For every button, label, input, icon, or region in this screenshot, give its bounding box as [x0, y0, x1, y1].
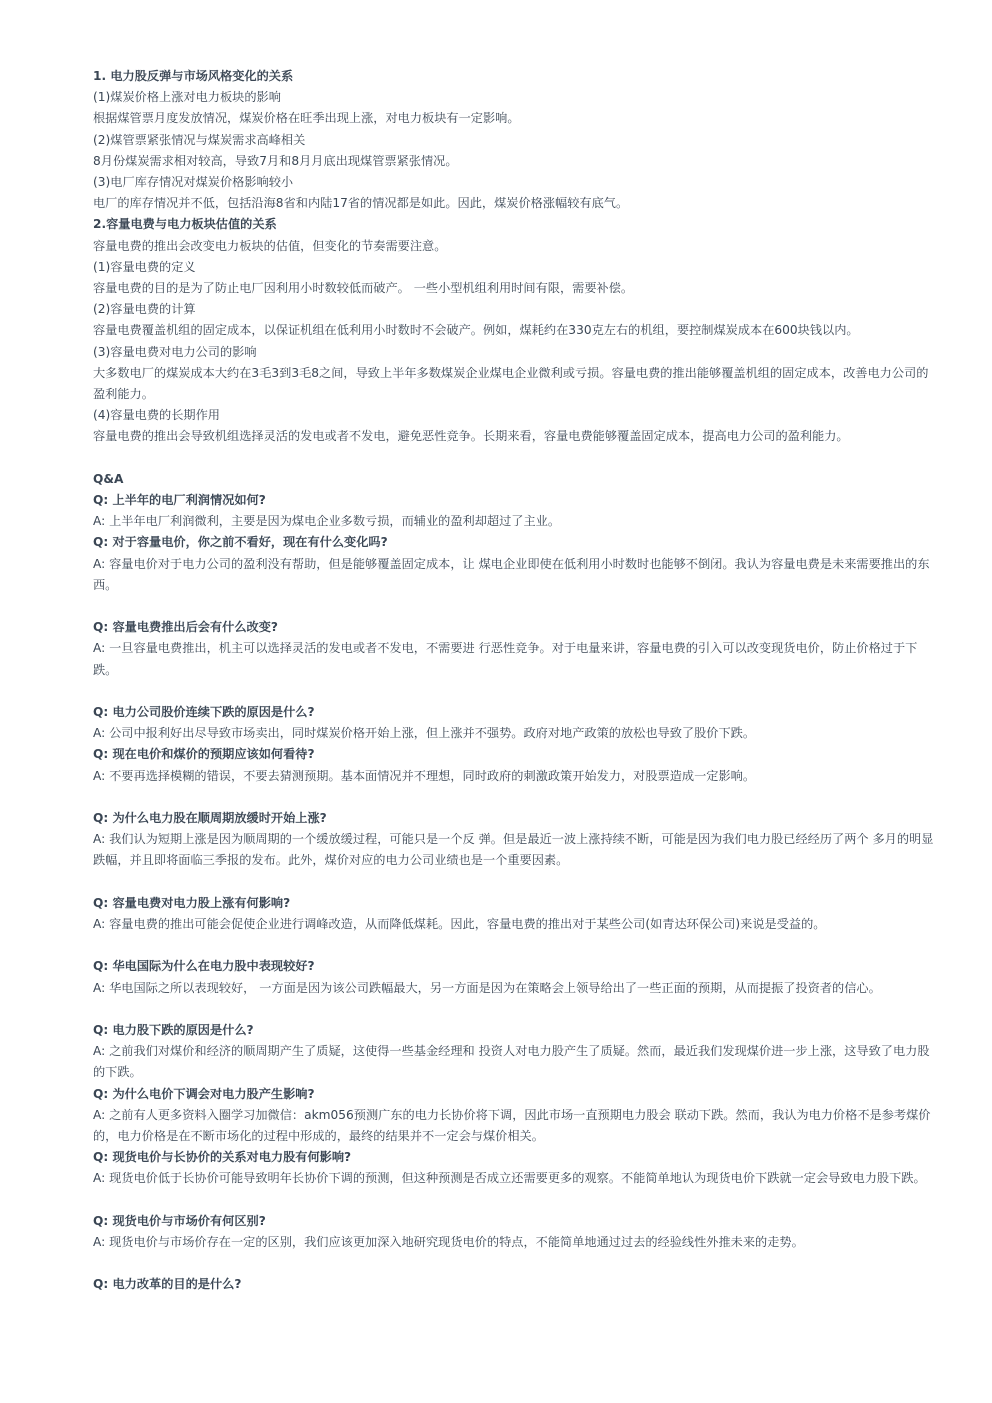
qa-item: [93, 893, 938, 957]
section-1-subheading: (2)煤管票紧张情况与煤炭需求高峰相关: [93, 132, 306, 147]
qa-item: [93, 956, 938, 1020]
qa-item: [93, 808, 938, 893]
qa-answer: A: 公司中报利好出尽导致市场卖出，同时煤炭价格开始上涨，但上涨并不强势。政府对地产政策的放松也导致了股价下跌。: [93, 726, 756, 741]
section-2-title: 2.容量电费与电力板块估值的关系: [93, 217, 277, 232]
qa-answer: A: 之前我们对煤价和经济的顺周期产生了质疑，这使得一些基金经理和 投资人对电力股产生了质疑。然而，最近我们发现煤价进一步上涨，这导致了电力股的下跌。: [93, 1044, 930, 1080]
qa-question: Q: 容量电费推出后会有什么改变?: [93, 620, 278, 635]
section-2-subheading: (4)容量电费的长期作用: [93, 408, 220, 423]
spacer: [93, 935, 938, 956]
qa-answer: A: 华电国际之所以表现较好， 一方面是因为该公司跌幅最大，另一方面是因为在策略会上领导给出了一些正面的预期，从而提振了投资者的信心。: [93, 980, 881, 995]
section-2-paragraph: 容量电费覆盖机组的固定成本，以保证机组在低利用小时数时不会破产。例如，煤耗约在330克左右的机组，要控制煤炭成本在600块钱以内。: [93, 323, 859, 338]
qa-item: [93, 1020, 938, 1084]
section-2-subheading: (1)容量电费的定义: [93, 259, 196, 274]
qa-question: Q: 容量电费对电力股上涨有何影响?: [93, 895, 291, 910]
qa-answer: A: 我们认为短期上涨是因为顺周期的一个缓放缓过程，可能只是一个反 弹。但是最近一波上涨持续不断，可能是因为我们电力股已经经历了两个 多月的明显跌幅，并且即将面临三季报的发布。此外，煤价对应的电力公司业绩也是一个重要因素。: [93, 832, 934, 868]
qa-answer: A: 现货电价低于长协价可能导致明年长协价下调的预测，但这种预测是否成立还需要更多的观察。不能简单地认为现货电价下跌就一定会导致电力股下跌。: [93, 1171, 926, 1186]
qa-item: [93, 532, 938, 617]
qa-question: Q: 为什么电价下调会对电力股产生影响?: [93, 1086, 315, 1101]
qa-item: [93, 490, 938, 532]
qa-list: [93, 490, 938, 1296]
section-1-subheading: (3)电厂库存情况对煤炭价格影响较小: [93, 175, 294, 190]
section-2: [93, 214, 938, 447]
qa-item: [93, 1147, 938, 1211]
qa-question: Q: 电力改革的目的是什么?: [93, 1277, 242, 1292]
qa-answer: A: 上半年电厂利润微利，主要是因为煤电企业多数亏损，而辅业的盈利却超过了主业。: [93, 514, 561, 529]
spacer: [93, 999, 938, 1020]
section-1: [93, 66, 938, 214]
qa-question: Q: 现货电价与长协价的关系对电力股有何影响?: [93, 1150, 352, 1165]
qa-question: Q: 电力公司股价连续下跌的原因是什么?: [93, 705, 315, 720]
qa-item: [93, 744, 938, 808]
spacer: [93, 1253, 938, 1274]
qa-question: Q: 对于容量电价，你之前不看好，现在有什么变化吗?: [93, 535, 388, 550]
qa-heading: Q&A: [93, 471, 124, 486]
section-2-paragraph: 容量电费的推出会改变电力板块的估值，但变化的节奏需要注意。: [93, 238, 447, 253]
qa-item: [93, 1211, 938, 1275]
qa-answer: A: 之前有人更多资料入圈学习加微信：akm056预测广东的电力长协价将下调，因此市场一直预期电力股会 联动下跌。然而，我认为电力价格不是参考煤价的，电力价格是在不断市场化的过程中形成的，最终的结果并不一定会与煤价相关。: [93, 1107, 931, 1144]
qa-item: [93, 702, 938, 744]
spacer: [93, 1190, 938, 1211]
qa-answer: A: 现货电价与市场价存在一定的区别，我们应该更加深入地研究现货电价的特点，不能简单地通过过去的经验线性外推未来的走势。: [93, 1235, 804, 1250]
spacer: [93, 681, 938, 702]
section-2-paragraph: 容量电费的目的是为了防止电厂因利用小时数较低而破产。 一些小型机组利用时间有限，需要补偿。: [93, 281, 634, 296]
qa-answer: A: 不要再选择模糊的错误，不要去猜测预期。基本面情况并不理想，同时政府的刺激政策开始发力，对股票造成一定影响。: [93, 768, 756, 783]
spacer: [93, 596, 938, 617]
qa-question: Q: 为什么电力股在顺周期放缓时开始上涨?: [93, 811, 327, 826]
section-1-paragraph: 8月份煤炭需求相对较高，导致7月和8月月底出现煤管票紧张情况。: [93, 153, 458, 168]
spacer: [93, 448, 938, 469]
spacer: [93, 872, 938, 893]
qa-question: Q: 现货电价与市场价有何区别?: [93, 1213, 266, 1228]
section-2-subheading: (2)容量电费的计算: [93, 302, 196, 317]
section-2-paragraph: 容量电费的推出会导致机组选择灵活的发电或者不发电，避免恶性竞争。长期来看，容量电费能够覆盖固定成本，提高电力公司的盈利能力。: [93, 429, 849, 444]
section-2-subheading: (3)容量电费对电力公司的影响: [93, 344, 257, 359]
qa-item: [93, 1274, 938, 1295]
spacer: [93, 787, 938, 808]
qa-item: [93, 617, 938, 702]
section-1-subheading: (1)煤炭价格上涨对电力板块的影响: [93, 90, 281, 105]
qa-question: Q: 电力股下跌的原因是什么?: [93, 1023, 254, 1038]
qa-answer: A: 容量电价对于电力公司的盈利没有帮助，但是能够覆盖固定成本，让 煤电企业即使在低利用小时数时也能够不倒闭。我认为容量电费是未来需要推出的东西。: [93, 556, 930, 592]
section-1-paragraph: 根据煤管票月度发放情况，煤炭价格在旺季出现上涨，对电力板块有一定影响。: [93, 111, 520, 126]
qa-answer: A: 容量电费的推出可能会促使企业进行调峰改造，从而降低煤耗。因此，容量电费的推出对于某些公司(如青达环保公司)来说是受益的。: [93, 917, 826, 932]
qa-question: Q: 华电国际为什么在电力股中表现较好?: [93, 959, 315, 974]
section-2-paragraph: 大多数电厂的煤炭成本大约在3毛3到3毛8之间，导致上半年多数煤炭企业煤电企业微利或亏损。容量电费的推出能够覆盖机组的固定成本，改善电力公司的盈利能力。: [93, 365, 929, 402]
section-1-title: 1. 电力股反弹与市场风格变化的关系: [93, 69, 294, 83]
qa-answer: A: 一旦容量电费推出，机主可以选择灵活的发电或者不发电，不需要进 行恶性竞争。对于电量来讲，容量电费的引入可以改变现货电价，防止价格过于下跌。: [93, 641, 918, 677]
document-page: [93, 66, 938, 1296]
qa-question: Q: 现在电价和煤价的预期应该如何看待?: [93, 747, 315, 762]
qa-item: [93, 1084, 938, 1148]
section-1-paragraph: 电厂的库存情况并不低，包括沿海8省和内陆17省的情况都是如此。因此，煤炭价格涨幅较有底气。: [93, 196, 629, 211]
qa-question: Q: 上半年的电厂利润情况如何?: [93, 493, 266, 508]
